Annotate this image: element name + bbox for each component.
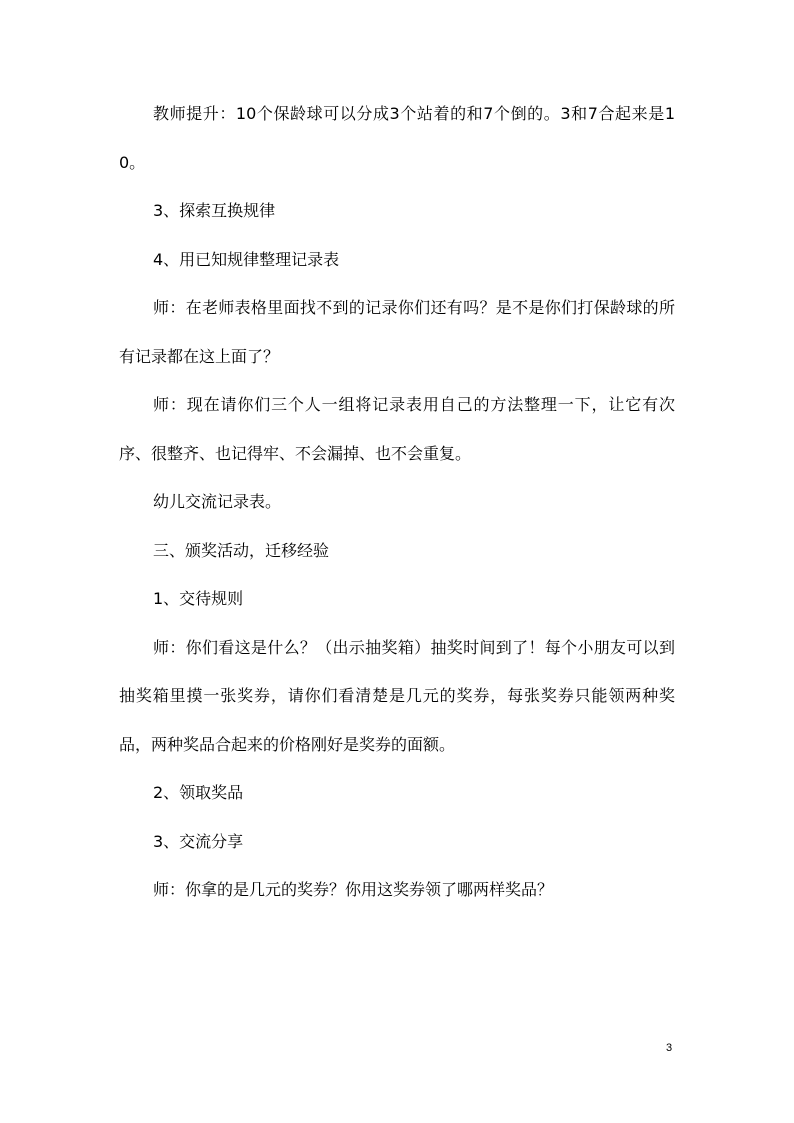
heading-share: 3、交流分享 <box>153 831 244 851</box>
paragraph-children-exchange: 幼儿交流记录表。 <box>153 492 282 511</box>
body-text <box>119 90 675 915</box>
paragraph-teacher-question: 师：在老师表格里面找不到的记录你们还有吗？是不是你们打保龄球的所有记录都在这上面了？ <box>119 298 675 366</box>
paragraph-teacher-group-task: 师：现在请你们三个人一组将记录表用自己的方法整理一下，让它有次序、很整齐、也记得牢、不会漏掉、也不会重复。 <box>119 395 675 463</box>
heading-award-activity: 三、颁奖活动，迁移经验 <box>153 540 330 560</box>
heading-collect-prizes: 2、领取奖品 <box>153 783 244 802</box>
paragraph-teacher-final-question: 师：你拿的是几元的奖券？你用这奖券领了哪两样奖品？ <box>153 880 554 899</box>
heading-organize-record-table: 4、用已知规律整理记录表 <box>153 249 340 269</box>
heading-explore-exchange-rule: 3、探索互换规律 <box>153 201 276 220</box>
paragraph-teacher-summary: 教师提升：10个保龄球可以分成3个站着的和7个倒的。3和7合起来是10。 <box>119 104 675 172</box>
heading-explain-rules: 1、交待规则 <box>153 589 244 608</box>
paragraph-lottery-instructions: 师：你们看这是什么？（出示抽奖箱）抽奖时间到了！每个小朋友可以到抽奖箱里摸一张奖券，请你们看清楚是几元的奖券，每张奖券只能领两种奖品，两种奖品合起来的价格刚好是奖券的面额。 <box>119 637 675 754</box>
page-number: 3 <box>666 1042 673 1054</box>
